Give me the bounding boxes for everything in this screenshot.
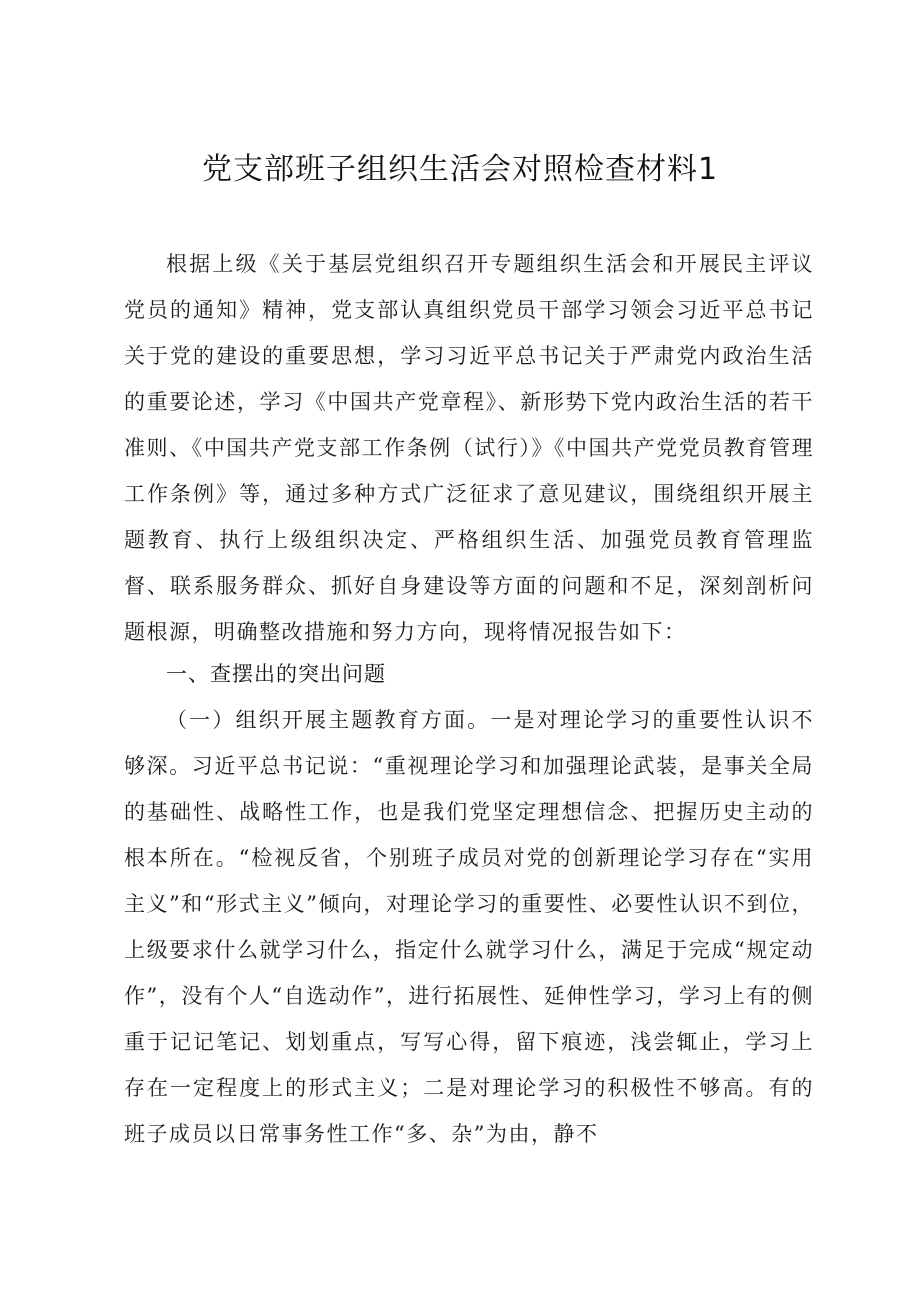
intro-paragraph: 根据上级《关于基层党组织召开专题组织生活会和开展民主评议党员的通知》精神，党支部认真组织党员干部学习领会习近平总书记关于党的建设的重要思想，学习习近平总书记关于严肃党内政治生活的重要论述，学习《中国共产党章程》、新形势下党内政治生活的若干准则、《中国共产党支部工作条例（试行）》《中国共产党党员教育管理工作条例》等，通过多种方式广泛征求了意见建议，围绕组织开展主题教育、执行上级组织决定、严格组织生活、加强党员教育管理监督、联系服务群众、抓好自身建设等方面的问题和不足，深刻剖析问题根源，明确整改措施和努力方向，现将情况报告如下： [124, 252, 814, 644]
section-paragraph: （一）组织开展主题教育方面。一是对理论学习的重要性认识不够深。习近平总书记说：“重视理论学习和加强理论武装，是事关全局的基础性、战略性工作，也是我们党坚定理想信念、把握历史主动的根本所在。“检视反省，个别班子成员对党的创新理论学习存在“实用主义”和“形式主义”倾向，对理论学习的重要性、必要性认识不到位，上级要求什么就学习什么，指定什么就学习什么，满足于完成“规定动作”，没有个人“自选动作”，进行拓展性、延伸性学习，学习上有的侧重于记记笔记、划划重点，写写心得，留下痕迹，浅尝辄止，学习上存在一定程度上的形式主义；二是对理论学习的积极性不够高。有的班子成员以日常事务性工作“多、杂”为由，静不 [124, 708, 814, 1146]
section-heading: 一、查摆出的突出问题 [166, 662, 386, 686]
document-title: 党支部班子组织生活会对照检查材料1 [201, 152, 719, 187]
